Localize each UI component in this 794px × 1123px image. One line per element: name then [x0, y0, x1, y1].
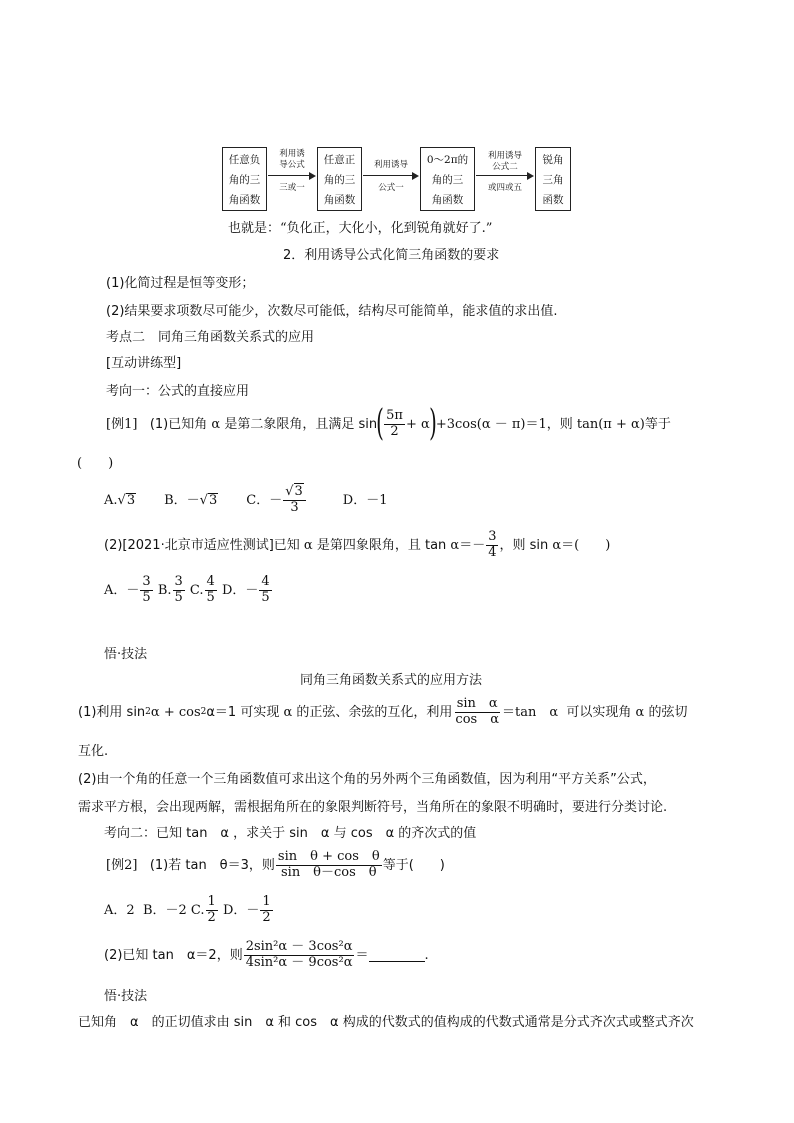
method-2-line-1: (2)由一个角的任意一个三角函数值可求出这个角的另外两个三角函数值，因为利用“平方关系”公式，: [78, 772, 656, 787]
method-1-continued: 互化.: [78, 744, 109, 759]
option-d: D．－1: [342, 492, 388, 508]
flow-box-2: 任意正 角的三 角函数: [317, 147, 362, 211]
answer-blank: [369, 949, 425, 962]
technique-heading-2: 悟·技法: [104, 989, 148, 1004]
section-2-title: 2．利用诱导公式化简三角函数的要求: [283, 248, 500, 263]
flow-arrow-1: 利用诱 导公式 三或一: [268, 147, 316, 209]
example-1-label: [例1]: [106, 416, 138, 432]
example-1-part-2: (2)[2021·北京市适应性测试]已知 α 是第四象限角，且 tan α＝－ $\frac{3}{4}$ ，则 sin α＝( ): [104, 529, 611, 560]
flow-box-3: 0～2π的 角的三 角函数: [420, 147, 475, 211]
flow-box-4: 锐角 三角 函数: [535, 147, 571, 211]
kaodian-2-title: 考点二 同角三角函数关系式的应用: [106, 330, 315, 345]
direction-2: 考向二：已知 tan α ，求关于 sin α 与 cos α 的齐次式的值: [104, 826, 477, 841]
method-2-line-2: 需求平方根，会出现两解，需根据角所在的象限判断符号，当角所在的象限不明确时，要进行分类讨论.: [78, 800, 668, 815]
example-1-part-2-options: A．－ $\frac{3}{5}$ B. $\frac{3}{5}$ C. $\frac{4}{5}$ D．－ $\frac{4}{5}$: [104, 574, 270, 605]
flow-arrow-3: 利用诱导 公式二 或四或五: [476, 147, 534, 209]
direction-1: 考向一：公式的直接应用: [106, 384, 250, 399]
example-1-paren: ( ): [77, 456, 114, 471]
interactive-tag: [互动讲练型]: [106, 356, 182, 371]
method-1: (1)利用 sin 2 α + cos 2 α＝1 可实现 α 的正弦、余弦的互化，利用 $\frac{\text{sin α}}{\text{cos α}}$ ＝tan α 可以实现角 α 的弦切: [78, 696, 688, 727]
example-2-stem: [例2] (1)若 tan θ＝3，则 $\frac{\text{sin θ + cos θ}}{\text{sin θ－cos θ}}$ 等于( ): [106, 849, 445, 880]
option-b: B．－: [164, 492, 200, 508]
example-1-stem: [例1] (1)已知角 α 是第二象限角，且满足 sin ( $\frac{5\pi}{2}$ + α ) +3cos(α － π)＝1，则 tan(π + α)等于: [106, 403, 671, 444]
requirement-1: (1)化简过程是恒等变形；: [106, 276, 255, 291]
closing-paragraph: 已知角 α 的正切值求由 sin α 和 cos α 构成的代数式的值构成的代数式通常是分式齐次式或整式齐次: [78, 1015, 694, 1030]
example-2-part-2: (2)已知 tan α＝2，则 $\frac{\text{2sin²α － 3cos²α}}{\text{4sin²α － 9cos²α}}$ ＝ .: [104, 939, 429, 970]
option-c: C．－: [246, 492, 283, 508]
example-2-options: A．2 B．－2 C. $\frac{1}{2}$ D．－ $\frac{1}{2}$: [104, 894, 271, 925]
flow-caption: 也就是：“负化正，大化小，化到锐角就好了.”: [228, 221, 493, 236]
flow-box-1: 任意负 角的三 角函数: [222, 147, 267, 211]
flow-arrow-2: 利用诱导 公式一: [363, 147, 419, 209]
requirement-2: (2)结果要求项数尽可能少，次数尽可能低，结构尽可能简单，能求值的求出值.: [106, 304, 558, 319]
technique-heading-1: 悟·技法: [104, 647, 148, 662]
option-a: A.: [104, 492, 118, 508]
example-2-label: [例2]: [106, 857, 138, 873]
method-title: 同角三角函数关系式的应用方法: [300, 673, 483, 688]
example-1-options: A. √ 3 B．－ √ 3 C．－ $\frac{√3}{3}$ D．－1: [104, 484, 388, 515]
